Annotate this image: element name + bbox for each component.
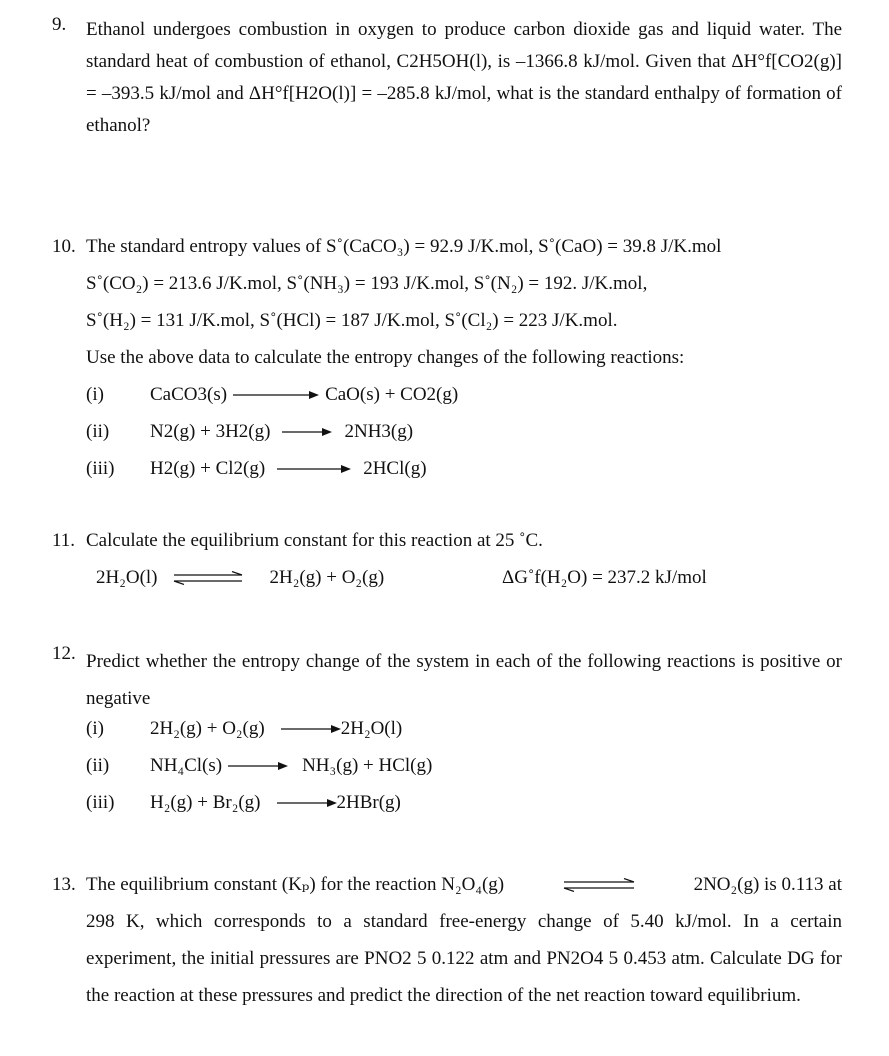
reactants: N2(g) + 3H2(g) — [150, 421, 271, 442]
reaction-label: (iii) — [86, 792, 115, 813]
products: 2HCl(g) — [363, 458, 427, 479]
reaction-label: (ii) — [86, 421, 110, 442]
products: 2HBr(g) — [336, 792, 401, 813]
text-continuation: 298 K, which corresponds to a standard free-energy change of 5.40 kJ/mol. In a certain experiment, the initial pressures are PNO2 5 0.122 atm and PN2O4 5 0.453 atm. Calculate DG for the reaction at these pressures and predict the direction of the net reaction toward equilibrium. — [86, 911, 842, 1006]
right-arrow-icon — [277, 464, 351, 474]
reactants: CaCO3(s) — [150, 384, 228, 405]
question-number: 13. — [52, 874, 76, 895]
equilibrium-arrows-icon — [172, 571, 244, 585]
right-arrow-icon — [281, 724, 341, 734]
free-energy-data: ΔG˚f(H₂O) = 237.2 kJ/mol — [502, 567, 707, 588]
reactants: 2H₂O(l) — [96, 567, 158, 588]
reaction-equation — [150, 450, 427, 487]
reactants: H2(g) + Cl2(g) — [150, 458, 266, 479]
question-number: 12. — [52, 643, 76, 664]
question-number: 11. — [52, 530, 76, 551]
reaction-equation — [150, 376, 458, 413]
products: 2NH3(g) — [344, 421, 414, 442]
reaction-equation — [150, 413, 413, 450]
reaction-label: (i) — [86, 718, 104, 739]
right-arrow-icon — [228, 761, 288, 771]
reaction-label: (ii) — [86, 755, 110, 776]
entropy-values-line-2: S˚(CO₂) = 213.6 J/K.mol, S˚(NH₃) = 193 J/K.mol, S˚(N₂) = 192. J/K.mol, — [86, 273, 648, 294]
question-number: 9. — [52, 14, 67, 35]
text-segment: The equilibrium constant (Kₚ) for the reaction N₂O₄(g) — [86, 874, 505, 895]
reactants: H₂(g) + Br₂(g) — [150, 792, 261, 813]
products: 2H₂(g) + O₂(g) — [269, 567, 385, 588]
reactants: 2H₂(g) + O₂(g) — [150, 718, 265, 739]
question-text: Predict whether the entropy change of the system in each of the following reactions is positive or negative — [86, 651, 842, 709]
reaction-equation — [150, 755, 432, 777]
question-number: 10. — [52, 236, 76, 257]
question-text — [86, 228, 842, 376]
equilibrium-equation — [96, 567, 384, 589]
question-10 — [52, 228, 842, 498]
question-text: Ethanol undergoes combustion in oxygen to produce carbon dioxide gas and liquid water. The standard heat of combustion of ethanol, C2H5OH(l), is –1366.8 kJ/mol. Given that ΔH°f[CO2(g)] = –393.5 kJ/mol and ΔH°f[H2O(l)] = –285.8 kJ/mol, what is the standard enthalpy of formation of ethanol? — [86, 19, 842, 136]
right-arrow-icon — [282, 427, 332, 437]
question-12 — [52, 643, 842, 823]
instruction-line: Use the above data to calculate the entropy changes of the following reactions: — [86, 347, 685, 368]
question-13 — [52, 866, 842, 1014]
question-9 — [52, 14, 842, 142]
reaction-equation — [150, 792, 401, 814]
products: 2H₂O(l) — [340, 718, 403, 739]
question-11 — [52, 530, 842, 600]
question-text: Calculate the equilibrium constant for this reaction at 25 ˚C. — [86, 530, 543, 551]
right-arrow-icon — [277, 798, 337, 808]
right-arrow-icon — [233, 390, 319, 400]
first-line — [86, 866, 842, 903]
products: NH₃(g) + HCl(g) — [302, 755, 433, 776]
equilibrium-arrows-icon — [562, 878, 636, 892]
text-segment: 2NO₂(g) is 0.113 at — [693, 874, 842, 895]
reaction-equation — [150, 718, 402, 740]
entropy-values-line-1: The standard entropy values of S˚(CaCO₃) = 92.9 J/K.mol, S˚(CaO) = 39.8 J/K.mol — [86, 236, 722, 257]
products: CaO(s) + CO2(g) — [325, 384, 459, 405]
reaction-label: (iii) — [86, 458, 115, 479]
reactants: NH₄Cl(s) — [150, 755, 223, 776]
question-text — [86, 866, 842, 1014]
reaction-label: (i) — [86, 384, 104, 405]
entropy-values-line-3: S˚(H₂) = 131 J/K.mol, S˚(HCl) = 187 J/K.mol, S˚(Cl₂) = 223 J/K.mol. — [86, 310, 618, 331]
